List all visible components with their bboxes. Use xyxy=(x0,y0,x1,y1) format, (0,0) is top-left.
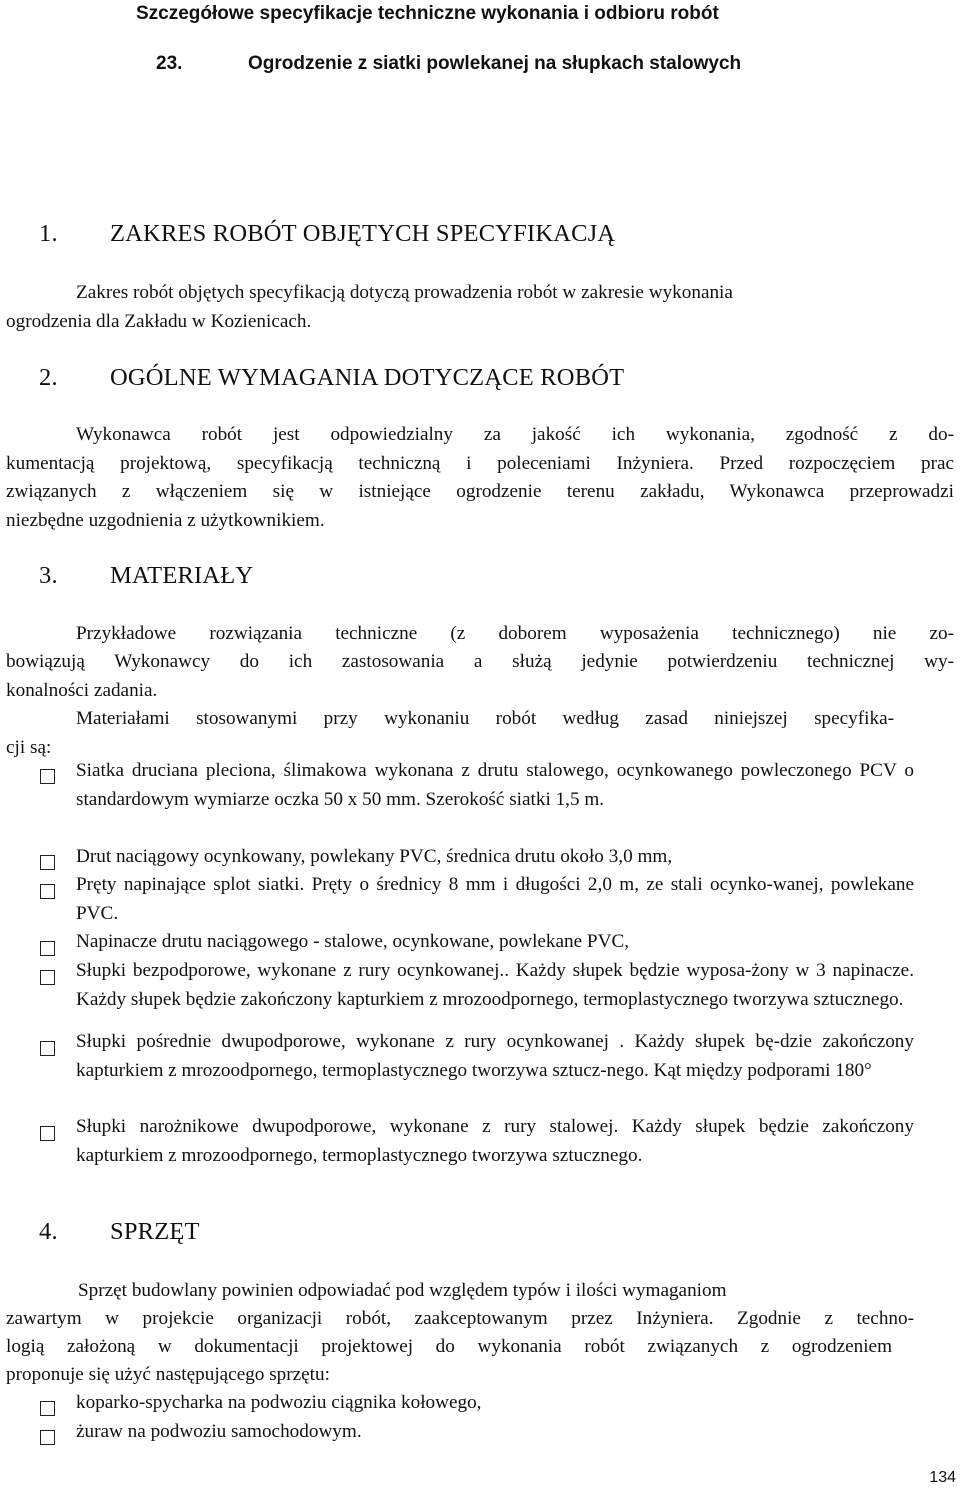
section-1-number: 1. xyxy=(39,220,58,247)
section-1-line: Zakres robót objętych specyfikacją dotyczą prowadzenia robót w zakresie wykonania xyxy=(76,282,733,303)
document-title: Szczegółowe specyfikacje techniczne wykonania i odbioru robót xyxy=(136,3,719,24)
list-item: Siatka druciana pleciona, ślimakowa wykonana z drutu stalowego, ocynkowanego powleczonego PCV o standardowym wymiarze oczka 50 x 50 mm. Szerokość siatki 1,5 m. xyxy=(76,760,914,810)
section-2-line: niezbędne uzgodnienia z użytkownikiem. xyxy=(6,510,325,531)
checkbox-bullet-icon xyxy=(40,1126,55,1141)
section-3-line: Materiałami stosowanymi przy wykonaniu robót według zasad niniejszej specyfika- xyxy=(76,708,894,729)
section-4-number: 4. xyxy=(39,1218,58,1245)
list-item: Napinacze drutu naciągowego - stalowe, ocynkowane, powlekane PVC, xyxy=(76,931,630,952)
section-4-line: zawartym w projekcie organizacji robót, zaakceptowanym przez Inżyniera. Zgodnie z techno- xyxy=(6,1308,914,1329)
checkbox-bullet-icon xyxy=(40,855,55,870)
section-3-line: konalności zadania. xyxy=(6,680,158,701)
section-4-line: Sprzęt budowlany powinien odpowiadać pod względem typów i ilości wymaganiom xyxy=(78,1280,727,1301)
section-1-line: ogrodzenia dla Zakładu w Kozienicach. xyxy=(6,311,312,332)
list-item: koparko-spycharka na podwoziu ciągnika kołowego, xyxy=(76,1392,482,1413)
section-4-line: proponuje się użyć następującego sprzętu: xyxy=(6,1364,330,1385)
checkbox-bullet-icon xyxy=(40,769,55,784)
list-item: żuraw na podwoziu samochodowym. xyxy=(76,1421,362,1442)
list-item: Drut naciągowy ocynkowany, powlekany PVC, średnica drutu około 3,0 mm, xyxy=(76,846,673,867)
list-item: Słupki narożnikowe dwupodporowe, wykonane z rury stalowej. Każdy słupek będzie zakończony kapturkiem z mrozoodpornego, termoplastycznego tworzywa sztucznego. xyxy=(76,1116,914,1166)
checkbox-bullet-icon xyxy=(40,1041,55,1056)
section-3-heading: MATERIAŁY xyxy=(110,562,254,589)
checkbox-bullet-icon xyxy=(40,884,55,899)
section-3-number: 3. xyxy=(39,562,58,589)
checkbox-bullet-icon xyxy=(40,1401,55,1416)
section-2-line: Wykonawca robót jest odpowiedzialny za jakość ich wykonania, zgodność z do- xyxy=(76,424,954,445)
section-2-number: 2. xyxy=(39,364,58,391)
section-3-line: cji są: xyxy=(6,737,52,758)
section-3-line: bowiązują Wykonawcy do ich zastosowania a służą jedynie potwierdzeniu technicznej wy- xyxy=(6,651,954,672)
list-item: Pręty napinające splot siatki. Pręty o średnicy 8 mm i długości 2,0 m, ze stali ocynko-wanej, powlekane PVC. xyxy=(76,874,914,924)
list-item: Słupki bezpodporowe, wykonane z rury ocynkowanej.. Każdy słupek będzie wyposa-żony w 3 napinacze. Każdy słupek będzie zakończony kapturkiem z mrozoodpornego, termoplastycznego tworzywa sztucznego. xyxy=(76,960,914,1010)
section-3-line: Przykładowe rozwiązania techniczne (z doborem wyposażenia technicznego) nie zo- xyxy=(76,623,954,644)
section-2-line: kumentacją projektową, specyfikacją techniczną i poleceniami Inżyniera. Przed rozpoczęciem prac xyxy=(6,453,954,474)
section-1-heading: ZAKRES ROBÓT OBJĘTYCH SPECYFIKACJĄ xyxy=(110,220,616,247)
section-2-heading: OGÓLNE WYMAGANIA DOTYCZĄCE ROBÓT xyxy=(110,364,625,391)
section-4-heading: SPRZĘT xyxy=(110,1218,200,1245)
section-title: Ogrodzenie z siatki powlekanej na słupkach stalowych xyxy=(248,53,742,74)
checkbox-bullet-icon xyxy=(40,970,55,985)
section-number: 23. xyxy=(156,53,183,74)
checkbox-bullet-icon xyxy=(40,1430,55,1445)
section-2-line: związanych z włączeniem się w istniejące ogrodzenie terenu zakładu, Wykonawca przeprowadzi xyxy=(6,481,954,502)
list-item: Słupki pośrednie dwupodporowe, wykonane z rury ocynkowanej . Każdy słupek bę-dzie zakończony kapturkiem z mrozoodpornego, termoplastycznego tworzywa sztucz-nego. Kąt między podporami 180° xyxy=(76,1031,914,1081)
section-4-line: logią założoną w dokumentacji projektowej do wykonania robót związanych z ogrodzeniem xyxy=(6,1336,892,1357)
page-number: 134 xyxy=(929,1469,956,1486)
checkbox-bullet-icon xyxy=(40,941,55,956)
